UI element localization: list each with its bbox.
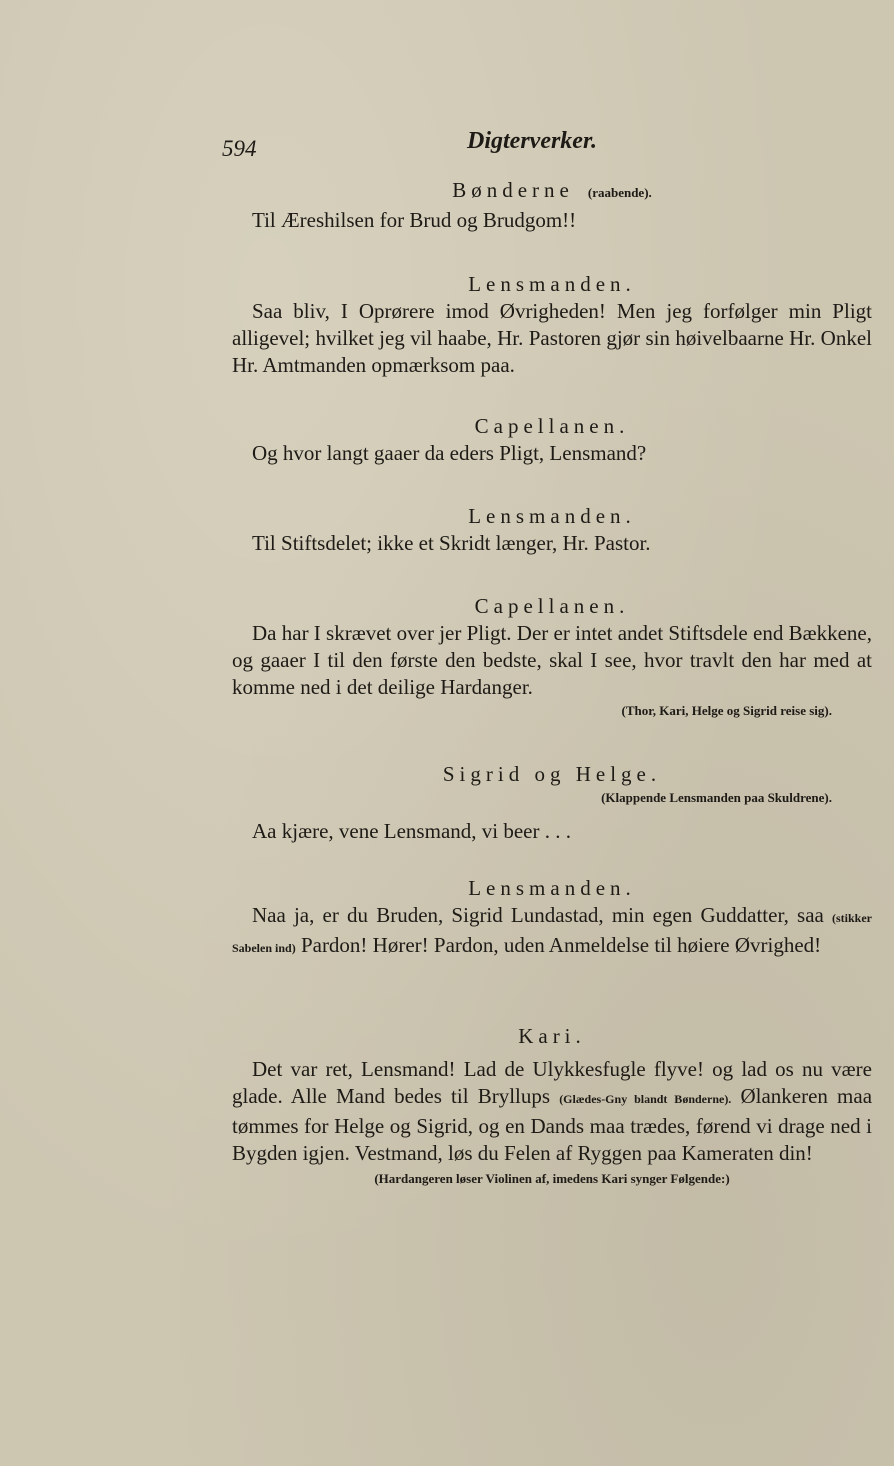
dialogue-block bbox=[232, 270, 872, 379]
page-number: 594 bbox=[222, 136, 257, 161]
stage-direction: (stikker Sabelen ind) bbox=[232, 911, 873, 955]
speaker-name: Capellanen. bbox=[474, 594, 630, 618]
speech-text bbox=[232, 1056, 872, 1167]
speaker-name: Kari. bbox=[518, 1024, 586, 1048]
speech-text: Og hvor langt gaaer da eders Pligt, Lensmand? bbox=[252, 441, 647, 465]
speaker-name: Lensmanden. bbox=[468, 504, 636, 528]
speaker-name: Capellanen. bbox=[474, 414, 630, 438]
dialogue-block bbox=[232, 874, 872, 962]
running-title: Digterverker. bbox=[467, 128, 597, 154]
dialogue-block bbox=[232, 412, 872, 467]
speech-text-part: Ølankeren maa tømmes for Helge og Sigrid, og en Dands maa trædes, førend vi drage ned i Bygden igjen. Vestmand, løs du Felen af Ryggen paa Kameraten din! bbox=[232, 1084, 873, 1165]
speech-text-part: Det var ret, Lensmand! Lad de Ulykkesfugle flyve! og lad os nu være glade. Alle Mand bedes til Bryllups bbox=[232, 1057, 872, 1108]
speaker-name: Lensmanden. bbox=[468, 272, 636, 296]
speaker-name: Bønderne bbox=[452, 178, 574, 202]
speech-text: Saa bliv, I Oprørere imod Øvrigheden! Men jeg forfølger min Pligt alligevel; hvilket jeg vil haabe, Hr. Pastoren gjør sin høivelbaarne Hr. Onkel Hr. Amtmanden opmærksom paa. bbox=[232, 299, 872, 377]
speaker-name: Sigrid og Helge. bbox=[442, 762, 662, 786]
dialogue-block bbox=[232, 760, 872, 845]
stage-direction: (Thor, Kari, Helge og Sigrid reise sig). bbox=[621, 703, 832, 718]
speech-text bbox=[232, 902, 872, 962]
dialogue-block bbox=[232, 502, 872, 557]
stage-direction: (Klappende Lensmanden paa Skuldrene). bbox=[601, 790, 832, 805]
stage-direction: (Glædes-Gny blandt Bønderne). bbox=[559, 1092, 732, 1106]
stage-direction: (raabende). bbox=[587, 185, 652, 200]
speaker-name: Lensmanden. bbox=[468, 876, 636, 900]
stage-direction: (Hardangeren løser Violinen af, imedens Kari synger Følgende:) bbox=[374, 1171, 730, 1186]
speech-text-part: Pardon! Hører! Pardon, uden Anmeldelse til høiere Øvrighed! bbox=[300, 933, 822, 957]
speech-text: Da har I skrævet over jer Pligt. Der er intet andet Stiftsdele end Bækkene, og gaaer I til den første den bedste, skal I see, hvor travlt den har med at komme ned i det deilige Hardanger. bbox=[232, 621, 872, 699]
speech-text: Til Æreshilsen for Brud og Brudgom!! bbox=[252, 208, 577, 232]
speech-text-part: Naa ja, er du Bruden, Sigrid Lundastad, min egen Guddatter, saa bbox=[252, 903, 824, 927]
page-header bbox=[222, 128, 642, 168]
dialogue-block bbox=[232, 176, 872, 234]
speech-text: Til Stiftsdelet; ikke et Skridt længer, Hr. Pastor. bbox=[252, 531, 651, 555]
speaker-heading bbox=[232, 176, 872, 207]
dialogue-block bbox=[232, 1022, 872, 1187]
dialogue-block bbox=[232, 592, 872, 721]
speech-text: Aa kjære, vene Lensmand, vi beer . . . bbox=[252, 819, 571, 843]
